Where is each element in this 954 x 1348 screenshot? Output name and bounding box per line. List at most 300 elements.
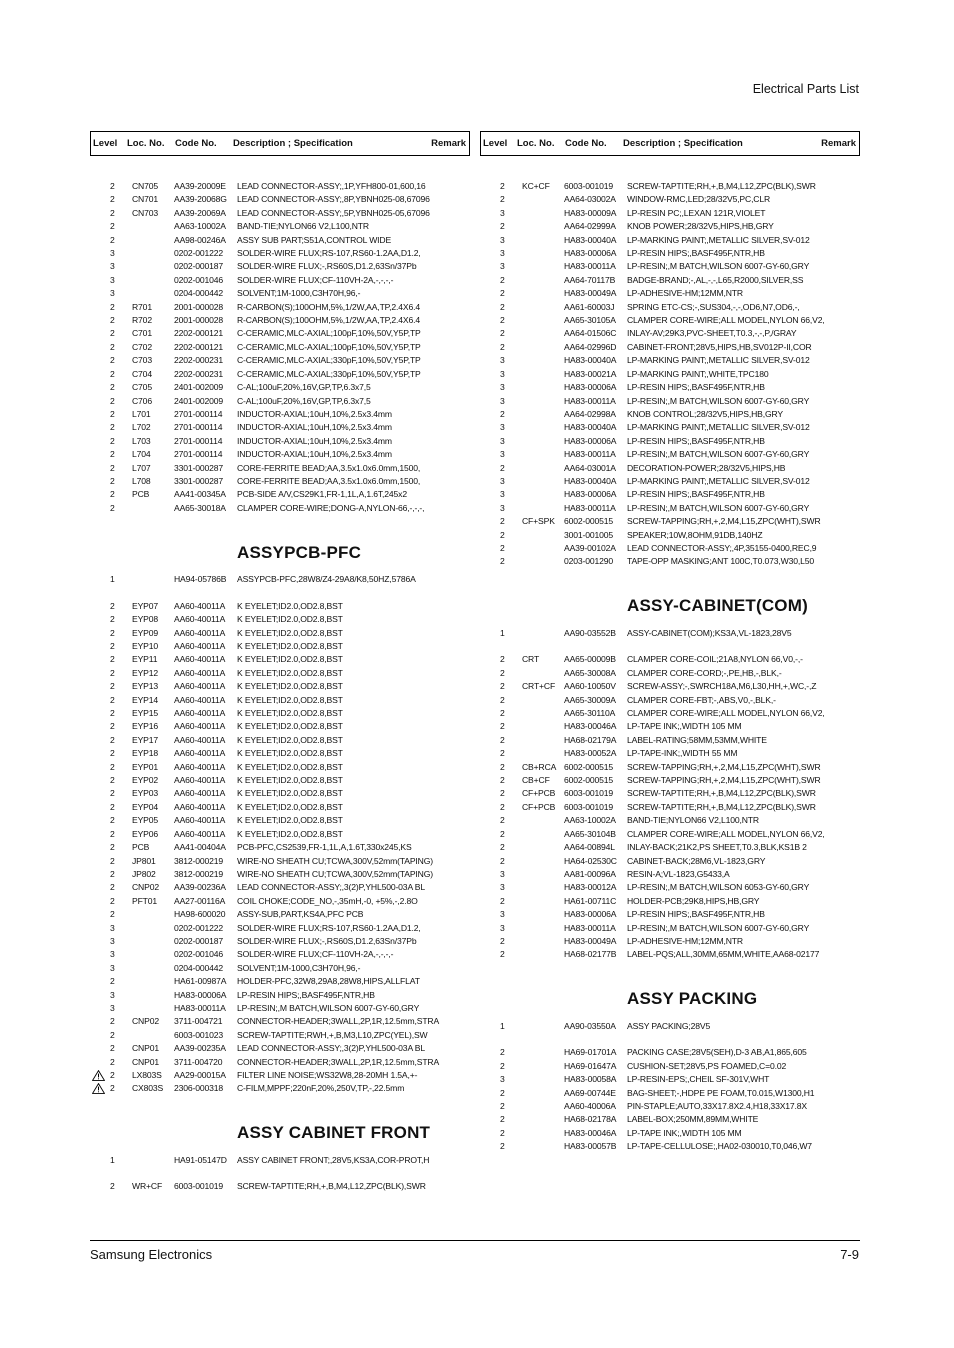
row-code: HA83-00006A bbox=[564, 248, 617, 259]
table-row bbox=[480, 301, 860, 314]
col-remark: Remark bbox=[821, 138, 856, 149]
row-code: AA65-30009A bbox=[564, 694, 616, 705]
table-row bbox=[480, 502, 860, 515]
row-code: AA60-40011A bbox=[174, 748, 226, 759]
row-code: AA60-40011A bbox=[174, 775, 226, 786]
row-level: 2 bbox=[500, 855, 505, 866]
section-title: ASSY-CABINET(COM) bbox=[627, 596, 808, 616]
row-level: 2 bbox=[110, 748, 115, 759]
row-level: 2 bbox=[110, 627, 115, 638]
row-level: 2 bbox=[500, 288, 505, 299]
row-code: 2202-000231 bbox=[174, 368, 224, 379]
row-level: 2 bbox=[500, 775, 505, 786]
table-row bbox=[90, 935, 470, 948]
row-desc: LP-RESIN HIPS;,BASF495F,NTR,HB bbox=[627, 382, 765, 393]
row-code: AA39-20009E bbox=[174, 181, 226, 191]
row-loc: EYP08 bbox=[132, 614, 159, 625]
row-desc: K EYELET;ID2.0,OD2.8,BST bbox=[237, 815, 343, 826]
row-loc: CB+CF bbox=[522, 775, 550, 786]
row-desc: LEAD CONNECTOR-ASSY;,4P,35155-0400,REC,9 bbox=[627, 542, 817, 553]
row-loc: EYP03 bbox=[132, 788, 159, 799]
table-row bbox=[90, 667, 470, 680]
row-desc: LP-RESIN HIPS;,BASF495F,NTR,HB bbox=[237, 989, 375, 1000]
row-desc: INDUCTOR-AXIAL;10uH,10%,2.5x3.4mm bbox=[237, 408, 392, 419]
row-loc: R701 bbox=[132, 301, 152, 312]
table-row bbox=[90, 694, 470, 707]
table-row bbox=[480, 653, 860, 666]
row-code: HA83-00049A bbox=[564, 935, 617, 946]
row-desc: HOLDER-PFC,32W8,29A8,28W8,HIPS,ALLFLAT bbox=[237, 976, 420, 987]
footer-brand: Samsung Electronics bbox=[90, 1247, 213, 1262]
row-desc: LP-MARKING PAINT;,METALLIC SILVER,SV-012 bbox=[627, 475, 810, 486]
row-code: 0202-001046 bbox=[174, 274, 224, 285]
row-desc: R-CARBON(S);100OHM,5%,1/2W,AA,TP,2.4X6.4 bbox=[237, 315, 420, 326]
table-row bbox=[480, 774, 860, 787]
row-desc: FILTER LINE NOISE;WS32W8,28-20MH 1.5A,+- bbox=[237, 1070, 418, 1080]
row-desc: WIRE-NO SHEATH CU;TCWA,300V,52mm(TAPING) bbox=[237, 868, 433, 879]
row-code: HA83-00040A bbox=[564, 422, 617, 433]
row-desc: SOLVENT;1M-1000,C3H70H,96,- bbox=[237, 288, 361, 299]
row-code: AA60-40011A bbox=[174, 694, 226, 705]
row-loc: EYP09 bbox=[132, 627, 159, 638]
row-level: 3 bbox=[500, 1074, 505, 1085]
row-code: AA27-00116A bbox=[174, 895, 226, 906]
table-row bbox=[480, 421, 860, 434]
row-level: 2 bbox=[110, 328, 115, 339]
row-desc: CLAMPER CORE-WIRE;ALL MODEL,NYLON 66,V2, bbox=[627, 708, 825, 719]
table-row bbox=[480, 462, 860, 475]
row-code: 3301-000287 bbox=[174, 462, 224, 473]
row-desc: LP-RESIN;,M BATCH,WILSON 6007-GY-60,GRY bbox=[627, 449, 810, 460]
table-row bbox=[480, 1140, 860, 1153]
row-loc: EYP10 bbox=[132, 641, 159, 651]
row-desc: K EYELET;ID2.0,OD2.8,BST bbox=[237, 681, 343, 692]
table-row bbox=[480, 327, 860, 340]
row-code: 3711-004720 bbox=[174, 1056, 223, 1067]
row-desc: INDUCTOR-AXIAL;10uH,10%,2.5x3.4mm bbox=[237, 449, 392, 460]
col-desc: Description ; Specification bbox=[233, 138, 353, 149]
row-code: AA61-60003J bbox=[564, 301, 615, 312]
row-code: AA60-40011A bbox=[174, 761, 226, 772]
row-code: HA83-00011A bbox=[564, 395, 616, 406]
row-level: 3 bbox=[500, 261, 505, 272]
table-row bbox=[480, 488, 860, 501]
row-level: 2 bbox=[110, 734, 115, 745]
row-desc: LEAD CONNECTOR-ASSY;,3(2)P,YHL500-03A BL bbox=[237, 1043, 425, 1054]
row-loc: CN703 bbox=[132, 207, 159, 218]
row-code: AA41-00404A bbox=[174, 842, 226, 853]
table-row bbox=[480, 841, 860, 854]
row-level: 2 bbox=[110, 408, 115, 419]
row-code: AA64-02996D bbox=[564, 341, 617, 352]
table-row bbox=[90, 220, 470, 233]
table-row bbox=[90, 1056, 470, 1069]
table-row bbox=[480, 193, 860, 206]
row-level: 2 bbox=[110, 301, 115, 312]
table-row bbox=[90, 274, 470, 287]
row-desc: SOLDER-WIRE FLUX;CF-110VH-2A,-,-,-,- bbox=[237, 274, 394, 285]
table-row bbox=[90, 989, 470, 1002]
row-loc: EYP05 bbox=[132, 815, 159, 826]
table-row bbox=[480, 260, 860, 273]
row-loc: EYP14 bbox=[132, 694, 159, 705]
row-level: 2 bbox=[110, 909, 115, 920]
row-desc: C-CERAMIC,MLC-AXIAL;330pF,10%,50V,Y5P,TP bbox=[237, 355, 421, 366]
col-level: Level bbox=[483, 138, 508, 149]
row-desc: LP-RESIN;,M BATCH,WILSON 6053-GY-60,GRY bbox=[627, 882, 810, 893]
table-row bbox=[480, 247, 860, 260]
row-level: 2 bbox=[500, 462, 505, 473]
row-desc: LP-RESIN;,M BATCH,WILSON 6007-GY-60,GRY bbox=[627, 261, 810, 272]
col-remark: Remark bbox=[431, 138, 466, 149]
row-level: 2 bbox=[500, 721, 505, 732]
row-desc: K EYELET;ID2.0,OD2.8,BST bbox=[237, 801, 343, 812]
row-desc: LP-TAPE INK;,WIDTH 105 MM bbox=[627, 1127, 742, 1138]
row-code: 6002-000515 bbox=[564, 516, 614, 527]
section-title: ASSY PACKING bbox=[627, 989, 758, 1009]
row-level: 2 bbox=[500, 1060, 505, 1071]
row-code: AA60-10050V bbox=[564, 681, 616, 692]
row-desc: LABEL-PQS;ALL,30MM,65MM,WHITE,AA68-02177 bbox=[627, 949, 820, 960]
table-row bbox=[90, 207, 470, 220]
row-desc: ASSY SUB PART;S51A,CONTROL WIDE bbox=[237, 234, 392, 245]
row-loc: EYP17 bbox=[132, 734, 159, 745]
row-code: AA60-40011A bbox=[174, 614, 226, 625]
section-title: ASSYPCB-PFC bbox=[237, 542, 362, 562]
row-code: 2306-000318 bbox=[174, 1083, 224, 1094]
table-row bbox=[90, 1069, 470, 1082]
row-desc: C-FILM,MPPF;220nF,20%,250V,TP,-,22.5mm bbox=[237, 1083, 405, 1094]
table-row bbox=[480, 734, 860, 747]
row-code: AA81-00096A bbox=[564, 868, 616, 879]
row-desc: TAPE-OPP MASKING;ANT 100C,T0.073,W30,L50 bbox=[627, 556, 814, 567]
row-code: 6003-001019 bbox=[564, 801, 614, 812]
row-level: 2 bbox=[110, 681, 115, 692]
row-level: 2 bbox=[110, 368, 115, 379]
row-code: AA64-02998A bbox=[564, 408, 616, 419]
row-loc: CRT bbox=[522, 654, 540, 665]
row-level: 3 bbox=[110, 274, 115, 285]
row-code: 3812-000219 bbox=[174, 855, 224, 866]
row-level: 3 bbox=[110, 935, 115, 946]
row-code: AA39-20068G bbox=[174, 194, 227, 205]
row-desc: SOLDER-WIRE FLUX;CF-110VH-2A,-,-,-,- bbox=[237, 949, 394, 960]
row-level: 2 bbox=[110, 788, 115, 799]
row-code: AA60-40011A bbox=[174, 801, 226, 812]
row-level: 2 bbox=[110, 462, 115, 473]
row-code: HA83-00006A bbox=[564, 435, 617, 446]
row-code: 6002-000515 bbox=[564, 761, 614, 772]
table-row bbox=[90, 774, 470, 787]
row-level: 2 bbox=[500, 328, 505, 339]
row-desc: ASSY CABINET FRONT;,28V5,KS3A,COR-PROT,H bbox=[237, 1154, 430, 1165]
row-level: 3 bbox=[500, 449, 505, 460]
row-code: HA61-00711C bbox=[564, 895, 617, 906]
row-level: 2 bbox=[500, 842, 505, 853]
row-code: AA65-30105A bbox=[564, 315, 616, 326]
row-code: 2701-000114 bbox=[174, 435, 223, 446]
row-code: AA64-03001A bbox=[564, 462, 616, 473]
row-desc: CORE-FERRITE BEAD;AA,3.5x1.0x6.0mm,1500, bbox=[237, 475, 421, 486]
row-level: 2 bbox=[500, 654, 505, 665]
row-level: 2 bbox=[500, 801, 505, 812]
row-level: 2 bbox=[110, 1070, 115, 1080]
row-level: 2 bbox=[110, 694, 115, 705]
row-code: AA65-30104B bbox=[564, 828, 616, 839]
row-desc: KNOB POWER;28/32V5,HIPS,HB,GRY bbox=[627, 221, 774, 232]
row-desc: BAG-SHEET;-,HDPE PE FOAM,T0.015,W1300,H1 bbox=[627, 1087, 815, 1098]
table-row bbox=[90, 841, 470, 854]
row-level: 3 bbox=[110, 261, 115, 272]
row-level: 3 bbox=[500, 868, 505, 879]
row-code: 2401-002009 bbox=[174, 382, 224, 393]
row-desc: C-AL;100uF,20%,16V,GP,TP,6.3x7,5 bbox=[237, 395, 371, 406]
row-level: 3 bbox=[110, 288, 115, 299]
row-code: AA60-40011A bbox=[174, 600, 226, 611]
row-desc: LP-TAPE-INK;,WIDTH 55 MM bbox=[627, 748, 738, 759]
row-loc: CN701 bbox=[132, 194, 159, 205]
row-level: 2 bbox=[500, 694, 505, 705]
row-level: 2 bbox=[110, 489, 115, 500]
table-row bbox=[480, 667, 860, 680]
row-desc: LP-MARKING PAINT;,METALLIC SILVER,SV-012 bbox=[627, 422, 810, 433]
row-level: 2 bbox=[500, 315, 505, 326]
row-code: HA83-00012A bbox=[564, 882, 617, 893]
row-level: 2 bbox=[110, 502, 115, 513]
row-code: 2701-000114 bbox=[174, 408, 223, 419]
row-level: 2 bbox=[110, 868, 115, 879]
table-row bbox=[480, 1127, 860, 1140]
table-row bbox=[480, 801, 860, 814]
table-row bbox=[480, 207, 860, 220]
col-level: Level bbox=[93, 138, 118, 149]
table-row bbox=[90, 922, 470, 935]
row-desc: ASSY-CABINET(COM);KS3A,VL-1823,28V5 bbox=[627, 627, 792, 638]
row-level: 2 bbox=[110, 207, 115, 218]
table-row bbox=[90, 1029, 470, 1042]
table-row bbox=[90, 1042, 470, 1055]
row-loc: CF+PCB bbox=[522, 788, 556, 799]
row-level: 3 bbox=[500, 395, 505, 406]
row-level: 3 bbox=[110, 989, 115, 1000]
table-row bbox=[90, 327, 470, 340]
row-code: 3812-000219 bbox=[174, 868, 224, 879]
row-code: HA83-00021A bbox=[564, 368, 617, 379]
row-code: HA83-00058A bbox=[564, 1074, 617, 1085]
col-code: Code No. bbox=[565, 138, 607, 149]
table-row bbox=[480, 1060, 860, 1073]
row-desc: SOLDER-WIRE FLUX;-,RS60S,D1.2,63Sn/37Pb bbox=[237, 935, 417, 946]
row-code: 0203-001290 bbox=[564, 556, 614, 567]
row-code: AA63-10002A bbox=[174, 221, 226, 232]
row-code: HA69-01701A bbox=[564, 1047, 617, 1058]
table-row bbox=[480, 220, 860, 233]
table-row bbox=[480, 435, 860, 448]
table-row bbox=[480, 395, 860, 408]
row-desc: K EYELET;ID2.0,OD2.8,BST bbox=[237, 734, 343, 745]
table-row bbox=[90, 787, 470, 800]
row-loc: C701 bbox=[132, 328, 152, 339]
row-loc: JP802 bbox=[132, 868, 156, 879]
row-desc: SCREW-TAPPING;RH,+,2,M4,L15,ZPC(WHT),SWR bbox=[627, 775, 821, 786]
row-level: 2 bbox=[110, 828, 115, 839]
row-desc: K EYELET;ID2.0,OD2.8,BST bbox=[237, 761, 343, 772]
table-row bbox=[90, 1015, 470, 1028]
table-row bbox=[90, 868, 470, 881]
row-code: 0202-000187 bbox=[174, 935, 224, 946]
row-level: 3 bbox=[500, 422, 505, 433]
row-desc: SOLDER-WIRE FLUX;RS-107,RS60-1.2AA,D1.2, bbox=[237, 248, 421, 259]
row-code: AA64-03002A bbox=[564, 194, 616, 205]
row-level: 2 bbox=[500, 681, 505, 692]
table-row bbox=[90, 234, 470, 247]
row-level: 3 bbox=[110, 949, 115, 960]
row-level: 2 bbox=[110, 895, 115, 906]
row-level: 2 bbox=[110, 882, 115, 893]
row-level: 3 bbox=[500, 355, 505, 366]
row-code: AA39-20069A bbox=[174, 207, 226, 218]
row-code: HA83-00046A bbox=[564, 721, 617, 732]
row-code: 2202-000121 bbox=[174, 341, 224, 352]
col-loc: Loc. No. bbox=[517, 138, 555, 149]
row-level: 2 bbox=[500, 667, 505, 678]
table-row bbox=[90, 801, 470, 814]
row-code: AA60-40011A bbox=[174, 721, 226, 732]
row-code: AA65-30110A bbox=[564, 708, 616, 719]
row-desc: LEAD CONNECTOR-ASSY;,5P,YBNH025-05,67096 bbox=[237, 207, 430, 218]
table-row bbox=[90, 948, 470, 961]
row-loc: EYP07 bbox=[132, 600, 159, 611]
row-level: 2 bbox=[110, 435, 115, 446]
row-loc: L708 bbox=[132, 475, 151, 486]
row-desc: C-CERAMIC,MLC-AXIAL;100pF,10%,50V,Y5P,TP bbox=[237, 341, 421, 352]
row-level: 2 bbox=[110, 341, 115, 352]
row-level: 2 bbox=[500, 301, 505, 312]
table-row bbox=[90, 368, 470, 381]
table-row bbox=[480, 908, 860, 921]
row-desc: C-CERAMIC,MLC-AXIAL;100pF,10%,50V,Y5P,TP bbox=[237, 328, 421, 339]
table-row bbox=[90, 855, 470, 868]
row-desc: CABINET-BACK;28M6,VL-1823,GRY bbox=[627, 855, 766, 866]
row-desc: CORE-FERRITE BEAD;AA,3.5x1.0x6.0mm,1500, bbox=[237, 462, 421, 473]
row-level: 2 bbox=[500, 556, 505, 567]
row-loc: JP801 bbox=[132, 855, 156, 866]
row-level: 3 bbox=[500, 207, 505, 218]
row-level: 2 bbox=[500, 181, 505, 191]
row-desc: K EYELET;ID2.0,OD2.8,BST bbox=[237, 708, 343, 719]
table-row bbox=[90, 975, 470, 988]
row-loc: L707 bbox=[132, 462, 151, 473]
table-row bbox=[480, 1073, 860, 1086]
row-level: 2 bbox=[110, 221, 115, 232]
row-code: AA98-00246A bbox=[174, 234, 226, 245]
row-level: 2 bbox=[500, 516, 505, 527]
table-row bbox=[90, 895, 470, 908]
row-code: 2001-000028 bbox=[174, 315, 224, 326]
row-code: HA83-00040A bbox=[564, 475, 617, 486]
row-desc: COIL CHOKE;CODE_NO,-,35mH,-0, +5%,-,2.8O bbox=[237, 895, 418, 906]
row-loc: L704 bbox=[132, 449, 151, 460]
row-code: 0204-000442 bbox=[174, 288, 224, 299]
row-desc: SCREW-TAPTITE;RH,+,B,M4,L12,ZPC(BLK),SWR bbox=[237, 1181, 426, 1192]
table-row bbox=[90, 488, 470, 501]
table-row bbox=[90, 1180, 470, 1193]
row-code: AA39-00102A bbox=[564, 542, 616, 553]
row-desc: LP-ADHESIVE-HM;12MM,NTR bbox=[627, 935, 743, 946]
row-level: 2 bbox=[500, 1047, 505, 1058]
row-level: 2 bbox=[110, 1056, 115, 1067]
row-code: HA83-00006A bbox=[564, 489, 617, 500]
row-level: 2 bbox=[110, 475, 115, 486]
row-code: HA94-05786B bbox=[174, 573, 227, 584]
safety-warning-icon bbox=[92, 1070, 105, 1081]
table-row bbox=[90, 627, 470, 640]
row-code: HA83-00011A bbox=[564, 261, 616, 272]
row-level: 2 bbox=[500, 1114, 505, 1125]
table-row bbox=[480, 515, 860, 528]
row-loc: EYP11 bbox=[132, 654, 158, 665]
row-level: 2 bbox=[110, 1181, 115, 1192]
row-code: AA65-30018A bbox=[174, 502, 226, 513]
row-desc: LP-ADHESIVE-HM;12MM,NTR bbox=[627, 288, 743, 299]
row-loc: CNP02 bbox=[132, 1016, 159, 1027]
row-desc: LP-RESIN;,M BATCH,WILSON 6007-GY-60,GRY bbox=[237, 1002, 420, 1013]
row-loc: L702 bbox=[132, 422, 151, 433]
row-desc: CLAMPER CORE-WIRE;ALL MODEL,NYLON 66,V2, bbox=[627, 828, 825, 839]
row-level: 1 bbox=[110, 573, 115, 584]
row-level: 2 bbox=[500, 734, 505, 745]
row-code: 2001-000028 bbox=[174, 301, 224, 312]
row-level: 2 bbox=[110, 194, 115, 205]
table-row bbox=[480, 1020, 860, 1033]
row-level: 2 bbox=[110, 1016, 115, 1027]
table-row bbox=[90, 287, 470, 300]
table-row bbox=[480, 354, 860, 367]
row-code: HA68-02179A bbox=[564, 734, 617, 745]
row-desc: PIN-STAPLE;AUTO,33X17.8X2.4,H18,33X17.8X bbox=[627, 1101, 807, 1111]
row-loc: L701 bbox=[132, 408, 151, 419]
row-desc: CLAMPER CORE-FBT;-,ABS,V0,-,BLK,- bbox=[627, 694, 776, 705]
table-row bbox=[480, 287, 860, 300]
row-code: AA39-00235A bbox=[174, 1043, 226, 1054]
row-code: HA83-00011A bbox=[174, 1002, 226, 1013]
row-loc: PCB bbox=[132, 842, 150, 853]
table-row bbox=[480, 935, 860, 948]
table-row bbox=[90, 448, 470, 461]
row-desc: LP-RESIN HIPS;,BASF495F,NTR,HB bbox=[627, 435, 765, 446]
row-code: 6003-001019 bbox=[174, 1181, 224, 1192]
table-row bbox=[480, 868, 860, 881]
row-level: 2 bbox=[110, 1029, 115, 1040]
row-loc: C702 bbox=[132, 341, 152, 352]
table-row bbox=[480, 1100, 860, 1113]
row-code: HA61-00987A bbox=[174, 976, 227, 987]
row-level: 2 bbox=[500, 935, 505, 946]
row-desc: C-AL;100uF,20%,16V,GP,TP,6.3x7,5 bbox=[237, 382, 371, 393]
row-desc: K EYELET;ID2.0,OD2.8,BST bbox=[237, 667, 343, 678]
row-code: AA90-03550A bbox=[564, 1020, 616, 1031]
row-loc: EYP15 bbox=[132, 708, 159, 719]
row-level: 3 bbox=[500, 489, 505, 500]
row-desc: BAND-TIE;NYLON66 V2,L100,NTR bbox=[237, 221, 369, 232]
table-row bbox=[480, 922, 860, 935]
table-row bbox=[90, 1082, 470, 1095]
row-level: 2 bbox=[500, 529, 505, 540]
row-desc: LP-RESIN HIPS;,BASF495F,NTR,HB bbox=[627, 909, 765, 920]
row-code: 6003-001019 bbox=[564, 788, 614, 799]
row-loc: EYP01 bbox=[132, 761, 159, 772]
table-row bbox=[480, 680, 860, 693]
